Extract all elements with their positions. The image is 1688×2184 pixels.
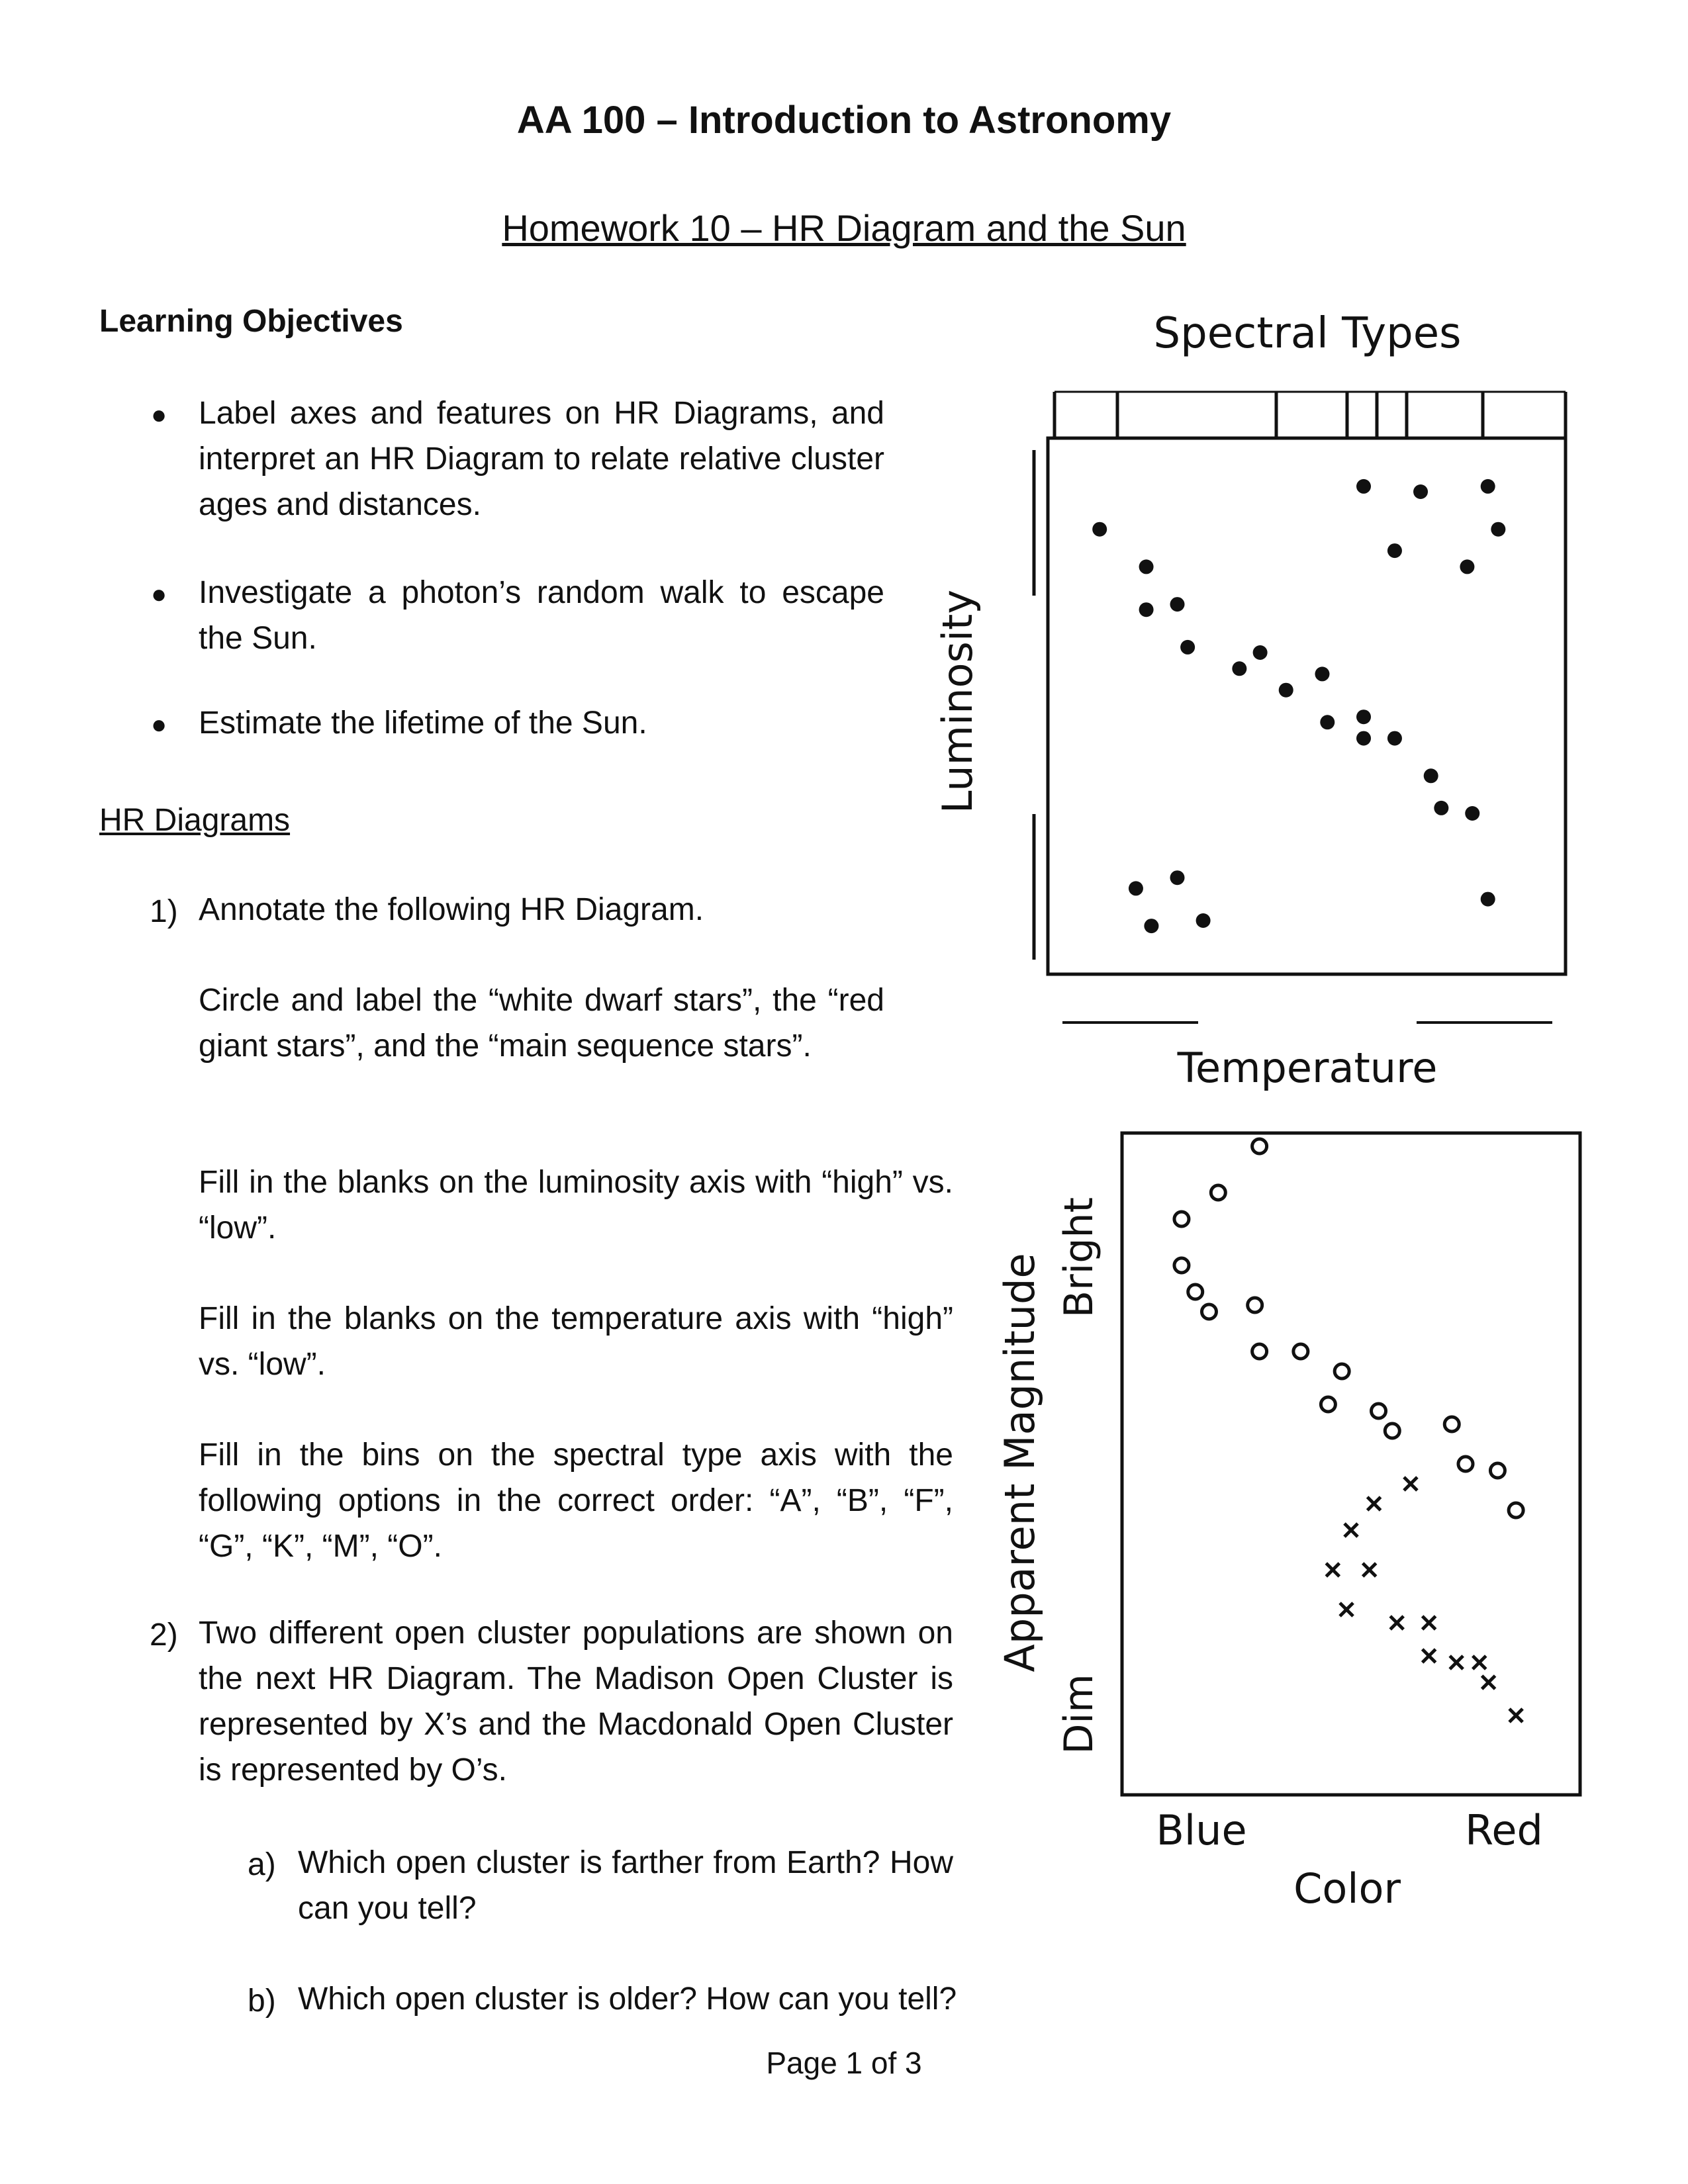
hr-data-points: [1092, 479, 1505, 933]
macdonald-cluster-point: [1252, 1344, 1267, 1359]
page-title: AA 100 – Introduction to Astronomy: [516, 99, 1172, 142]
objective-item: Label axes and features on HR Diagrams, and interpret an HR Diagram to relate relative cluster ages and distances.: [199, 396, 884, 522]
question-1-paragraph: Fill in the bins on the spectral type axis with the following options in the correct order: “A”, “B”, “F”, “G”, “K”, “M”, “O”.: [199, 1437, 953, 1564]
page-number: Page 1 of 3: [766, 2046, 922, 2080]
y-axis-label: Apparent Magnitude: [996, 1253, 1044, 1672]
x-tick-label-blue: Blue: [1156, 1806, 1247, 1854]
madison-cluster-point: [1423, 1649, 1436, 1662]
macdonald-cluster-point: [1444, 1417, 1459, 1432]
question-number: 2): [150, 1617, 178, 1653]
star-point: [1139, 602, 1154, 617]
macdonald-cluster-point: [1174, 1258, 1189, 1273]
star-point: [1387, 543, 1402, 558]
x-axis-label: Color: [1293, 1864, 1401, 1913]
star-point: [1424, 768, 1438, 783]
question-1-paragraph: Fill in the blanks on the temperature axis with “high” vs. “low”.: [199, 1301, 953, 1382]
star-point: [1387, 731, 1402, 746]
cmd-data-points: [1174, 1139, 1523, 1722]
question-1-paragraph: Fill in the blanks on the luminosity axis with “high” vs. “low”.: [199, 1165, 953, 1246]
bullet-icon: ●: [151, 710, 167, 739]
macdonald-cluster-point: [1248, 1298, 1262, 1312]
subquestion-label: b): [248, 1983, 276, 2019]
macdonald-cluster-point: [1211, 1185, 1225, 1200]
madison-cluster-point: [1482, 1676, 1495, 1689]
section-heading: HR Diagrams: [99, 803, 291, 838]
cmd-plot-frame: [1122, 1133, 1580, 1795]
madison-cluster-point: [1326, 1563, 1339, 1576]
star-point: [1092, 522, 1107, 537]
homework-subtitle: Homework 10 – HR Diagram and the Sun: [502, 207, 1186, 249]
star-point: [1320, 715, 1335, 729]
question-2b-text: Which open cluster is older? How can you tell?: [298, 1981, 957, 2017]
x-tick-label-red: Red: [1465, 1806, 1543, 1854]
spectral-type-bins: [1055, 392, 1566, 437]
star-point: [1356, 709, 1371, 724]
madison-cluster-point: [1363, 1563, 1376, 1576]
y-tick-label-dim: Dim: [1056, 1674, 1102, 1754]
star-point: [1196, 913, 1211, 928]
question-1-paragraph: Circle and label the “white dwarf stars”, the “red giant stars”, and the “main sequence stars”.: [199, 983, 884, 1064]
star-point: [1129, 881, 1143, 895]
x-axis-label: Temperature: [1177, 1044, 1438, 1092]
madison-cluster-point: [1509, 1709, 1523, 1722]
macdonald-cluster-point: [1509, 1503, 1523, 1518]
objectives-heading: Learning Objectives: [99, 304, 403, 339]
star-point: [1491, 522, 1505, 537]
macdonald-cluster-point: [1385, 1424, 1399, 1438]
star-point: [1356, 479, 1371, 494]
star-point: [1232, 661, 1246, 676]
chart-title: Spectral Types: [1153, 309, 1462, 358]
star-point: [1180, 640, 1195, 655]
madison-cluster-point: [1368, 1497, 1381, 1510]
madison-cluster-point: [1450, 1656, 1463, 1669]
star-point: [1481, 892, 1495, 907]
bullet-icon: ●: [151, 580, 167, 609]
star-point: [1170, 597, 1185, 612]
star-point: [1139, 559, 1154, 574]
star-point: [1465, 806, 1479, 821]
star-point: [1253, 645, 1268, 660]
macdonald-cluster-point: [1252, 1139, 1267, 1154]
madison-cluster-point: [1344, 1524, 1358, 1537]
star-point: [1315, 666, 1329, 681]
macdonald-cluster-point: [1321, 1397, 1335, 1412]
question-number: 1): [150, 894, 178, 929]
madison-cluster-point: [1423, 1616, 1436, 1629]
macdonald-cluster-point: [1372, 1404, 1386, 1418]
macdonald-cluster-point: [1201, 1304, 1216, 1319]
madison-cluster-point: [1340, 1603, 1353, 1616]
star-point: [1279, 683, 1293, 698]
hr-diagram-chart: [894, 291, 1589, 1112]
star-point: [1481, 479, 1495, 494]
macdonald-cluster-point: [1188, 1285, 1203, 1299]
star-point: [1460, 559, 1474, 574]
madison-cluster-point: [1390, 1616, 1403, 1629]
question-2-text: Two different open cluster populations are shown on the next HR Diagram. The Madison Open Cluster is represented by X’s and the Macdonald Open Cluster is represented by O’s.: [199, 1615, 953, 1788]
question-1-intro: Annotate the following HR Diagram.: [199, 892, 704, 927]
macdonald-cluster-point: [1293, 1344, 1308, 1359]
star-point: [1434, 801, 1448, 815]
cluster-cmd-chart: [986, 1118, 1615, 1946]
madison-cluster-point: [1404, 1477, 1417, 1490]
objective-item: Investigate a photon’s random walk to escape the Sun.: [199, 575, 884, 656]
subquestion-label: a): [248, 1847, 276, 1882]
star-point: [1356, 731, 1371, 746]
macdonald-cluster-point: [1458, 1457, 1473, 1471]
star-point: [1144, 919, 1158, 933]
objective-item: Estimate the lifetime of the Sun.: [199, 705, 647, 741]
star-point: [1170, 870, 1185, 885]
bullet-icon: ●: [151, 400, 167, 430]
macdonald-cluster-point: [1335, 1364, 1349, 1379]
y-axis-label: Luminosity: [933, 589, 982, 814]
macdonald-cluster-point: [1174, 1212, 1189, 1226]
y-tick-label-bright: Bright: [1056, 1197, 1102, 1318]
madison-cluster-point: [1473, 1656, 1486, 1669]
macdonald-cluster-point: [1490, 1463, 1505, 1478]
question-2a-text: Which open cluster is farther from Earth? How can you tell?: [298, 1845, 953, 1926]
star-point: [1413, 484, 1428, 499]
